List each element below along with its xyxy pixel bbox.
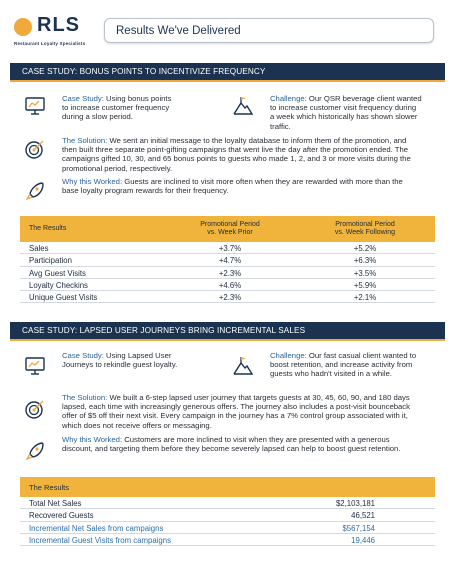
- case1-title-bar: [10, 63, 445, 82]
- case1-title: CASE STUDY: BONUS POINTS TO INCENTIVIZE FREQUENCY: [22, 67, 266, 76]
- case1-table-title: The Results: [29, 225, 67, 232]
- target-icon: [24, 138, 46, 160]
- case2-case-study: Case Study: Using Lapsed User Journeys to rekindle guest loyalty.: [62, 351, 178, 370]
- table-row: Participation +4.7% +6.3%: [20, 254, 435, 266]
- table-row: Recovered Guests 46,521: [20, 509, 435, 521]
- case2-solution: The Solution: We built a 6-step lapsed user journey that targets guests at 30, 45, 60, 90, and 180 days lapsed, each time with increasingly generous offers. The journey also includes a post-visit bounceback offer of $5 off their next visit. Every campaign in the journey has a 7% control group associated with it, which does not receive offers or messaging.: [62, 393, 410, 430]
- logo-dot-icon: [14, 18, 32, 36]
- case2-challenge: Challenge: Our fast casual client wanted to boost retention, and increase activity from guests who hadn't visited in a while.: [270, 351, 417, 379]
- rls-logo: [14, 14, 104, 48]
- case2-results-table: [20, 477, 435, 546]
- case1-col-prior: Promotional Period vs. Week Prior: [200, 221, 260, 236]
- table-row: Total Net Sales $2,103,181: [20, 497, 435, 509]
- case2-title: CASE STUDY: LAPSED USER JOURNEYS BRING INCREMENTAL SALES: [22, 326, 306, 335]
- table-row: Loyalty Checkins +4.6% +5.9%: [20, 279, 435, 291]
- table-row: Incremental Guest Visits from campaigns 19,446: [20, 534, 435, 546]
- case2-table-header: [20, 477, 435, 497]
- table-row: Unique Guest Visits +2.3% +2.1%: [20, 291, 435, 303]
- monitor-chart-icon: [24, 95, 46, 117]
- mountain-flag-icon: [232, 355, 254, 377]
- logo-text: RLS: [37, 14, 80, 36]
- case2-title-bar: [10, 322, 445, 341]
- page-title-box: [104, 18, 434, 43]
- monitor-chart-icon: [24, 355, 46, 377]
- case1-results-table: [20, 216, 435, 303]
- case1-case-study: Case Study: Using bonus points to increase customer frequency during a slow period.: [62, 94, 172, 122]
- page-header: [0, 0, 455, 58]
- table-row: Avg Guest Visits +2.3% +3.5%: [20, 267, 435, 279]
- case1-challenge: Challenge: Our QSR beverage client wanted to increase customer visit frequency during a week which historically has shown slower traffic.: [270, 94, 422, 131]
- rocket-icon: [24, 440, 46, 462]
- case1-why-worked: Why this Worked: Guests are inclined to visit more often when they are rewarded with more than the base loyalty program rewards for their frequency.: [62, 177, 403, 196]
- target-icon: [24, 398, 46, 420]
- logo-subtitle: Restaurant Loyalty Specialists: [14, 41, 86, 46]
- table-row: Sales +3.7% +5.2%: [20, 242, 435, 254]
- mountain-flag-icon: [232, 95, 254, 117]
- table-row: Incremental Net Sales from campaigns $567,154: [20, 522, 435, 534]
- case2-table-title: The Results: [29, 483, 70, 492]
- case1-solution: The Solution: We sent an initial message to the loyalty database to inform them of the promotion, and then built three separate point-gifting campaigns that went live the day after the promotion ended. The campaigns gifted 10, 30, and 65 bonus points to guests who made 1, 2, and 3 or more visits during the promotional period, respectively.: [62, 136, 411, 173]
- rocket-icon: [24, 180, 46, 202]
- case1-col-following: Promotional Period vs. Week Following: [334, 221, 396, 236]
- case1-table-header: [20, 216, 435, 242]
- page-title: Results We've Delivered: [116, 25, 241, 37]
- case2-why-worked: Why this Worked: Customers are more inclined to visit when they are presented with a generous discount, and targeting them before they become severely lapsed can help to boost guest retention.: [62, 435, 401, 454]
